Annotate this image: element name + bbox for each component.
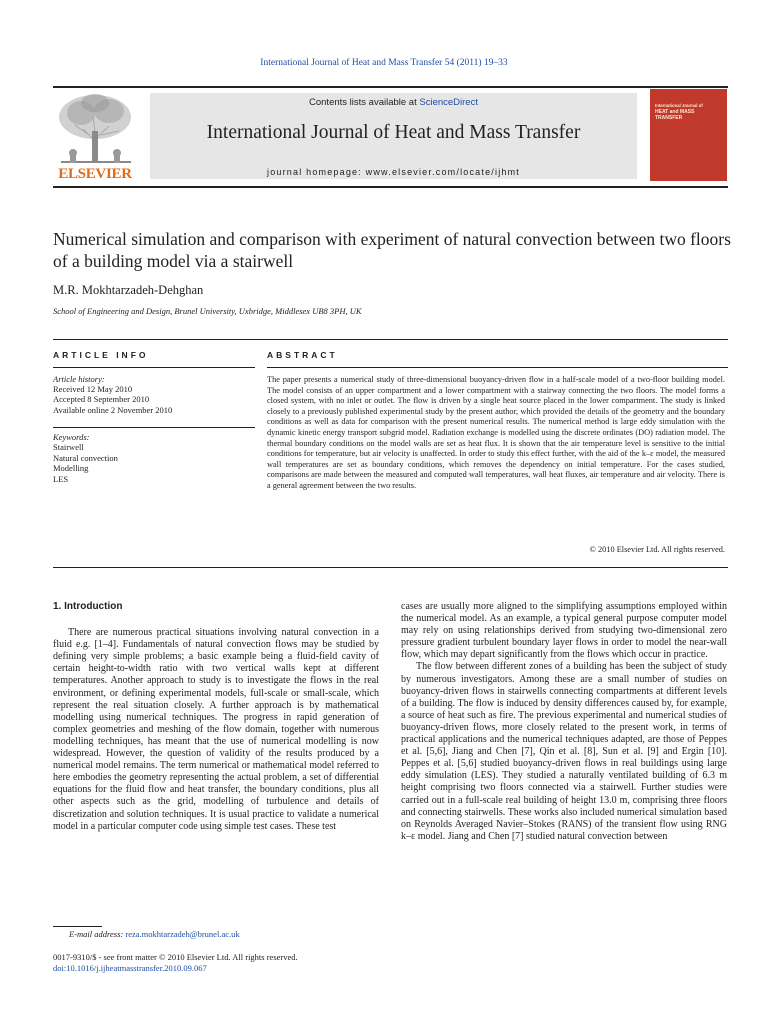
keyword-item: LES [53,473,69,484]
section-heading-introduction: 1. Introduction [53,601,123,612]
footnote-rule [53,926,102,927]
article-history [53,374,253,415]
contents-line [150,97,637,108]
body-paragraph: There are numerous practical situations involving natural convection in a fluid e.g. [1–4]. Fundamentals of natural convection flows may be studied by defining very simple problems; a basic example being a fluid-field cavity of certain height-to-width ratio with two vertical walls kept at different temperatures. Another approach to study is to investigate the flows in the real environment, or defining experimental models, full-scale or small-scale, which represent the real situation closely. A further approach is by mathematical modelling using numerical techniques. The progress in rapid generation of complex geometries and meshing of the flow domain, together with numerous modelling techniques, has meant that the use of numerical modelling is now widespread. However, the question of validity of the results produced by a numerical model remains. The term numerical or mathematical model referred to here embodies the geometry representing the actual problem, a set of differential equations for the fluid flow and heat transfer, the boundary conditions, plus all other aspects such as the grid, modelling of turbulence and details of discretization and solution techniques. It is usual practice to validate a numerical model in a particular computer code using simple test cases. These test [53,627,379,832]
keywords-rule [53,427,255,428]
abstract-bottom-rule [53,567,728,568]
history-label: Article history: [53,374,105,384]
received-date: Received 12 May 2010 [53,384,133,395]
article-title: Numerical simulation and comparison with experiment of natural convection between two floors of a building model via a stairwell [53,229,731,271]
contents-prefix: Contents lists available at [309,97,420,108]
journal-citation[interactable]: International Journal of Heat and Mass Transfer 54 (2011) 19–33 [260,58,508,68]
journal-cover-thumbnail [650,89,727,181]
keywords-label: Keywords: [53,432,90,442]
keyword-item: Modelling [53,463,89,474]
issn-line: 0017-9310/$ - see front matter © 2010 Elsevier Ltd. All rights reserved. [53,952,298,962]
email-label: E-mail address: [69,929,126,939]
doi-link[interactable]: doi:10.1016/j.ijheatmasstransfer.2010.09.067 [53,963,207,973]
journal-title: International Journal of Heat and Mass Transfer [206,122,581,143]
header-top-rule [53,86,728,88]
author-email-footnote [69,929,240,939]
elsevier-tree-logo-icon [53,91,138,181]
elsevier-wordmark: ELSEVIER [58,166,132,182]
article-info-heading: ARTICLE INFO [53,350,149,360]
keyword-item: Natural convection [53,452,118,463]
article-info-rule [53,367,255,368]
abstract-heading: ABSTRACT [267,350,338,360]
issn-doi-block [53,952,298,974]
journal-header [53,89,728,183]
homepage-prefix: journal homepage: [267,167,366,177]
online-date: Available online 2 November 2010 [53,404,173,415]
body-column-left [53,601,379,833]
abstract-rule [267,367,728,368]
article-author: M.R. Mokhtarzadeh-Dehghan [53,283,204,297]
abstract-copyright: © 2010 Elsevier Ltd. All rights reserved. [589,545,725,554]
keywords-block [53,432,253,484]
body-paragraph: The flow between different zones of a building has been the subject of study by numerous investigators. Among these are a small number of studies on buoyancy-driven flows in stairwells connecting compartments at different levels of a building. The flow is induced by density differences caused by, for example, a source of heat such as fire. The previous experimental and numerical studies of buoyancy-driven flows, more closely related to the present work, in terms of practical applications and the numerical techniques adapted, are those of Peppes et al. [5,6], Jiang and Chen [7], Qin et al. [8], Sun et al. [9] and Ergin [10]. Peppes et al. [5,6] studied buoyancy-driven flows in real buildings using large eddy simulation (LES). They studied a naturally ventilated building of 6.3 m height comprising two floors connected via a stairwell. Further studies were carried out in a full-scale real building of height 13.0 m, comprising three floors and connecting stairwells. These works also included numerical simulation based on Reynolds Averaged Navier–Stokes (RANS) of the transient flow using RNG k–ε model. Jiang and Chen [7] studied natural convection between [401,661,727,842]
body-paragraph: cases are usually more aligned to the simplifying assumptions employed within the numerical model. As an example, a typical general purpose computer model may rely on using relationships derived from studying two-dimensional zero pressure gradient turbulent boundary layer flows in order to model the near-wall flow, which may depart significantly from the flows which occur in practice. [401,601,727,661]
abstract-text: The paper presents a numerical study of three-dimensional buoyancy-driven flow in a half-scale model of a two-floor building model. The model consists of an upper compartment and a lower compartment with a stairway connecting the two floors. The model forms a closed system, with no inlet or outlet. The flow is driven by a single heat source placed in the lower compartment. The study is linked closely to a previously published experimental study by the present author, which provided the details of the geometry and the boundary conditions as well as data for comparison with the present numerical results. The numerical method is large eddy simulation with the dynamic kinetic energy transport subgrid model. Radiation exchange is modelled using the discrete ordinates (DO) radiation model. The thermal boundary conditions on the model walls are set as heat flux. It is shown that the air temperature level is sensitive to the initial conditions for temperature, but air velocity is unaffected. In order to study this effect further, with the aid of the k–ε model, the measured wall temperatures are set as boundary conditions, which removes the dependency on initial temperature. For the cases studied, comparisons are made between the measured and computed wall temperatures, wall heat fluxes, air temperature and air velocity. There is a general agreement between the two results. [267,375,725,490]
header-bottom-rule [53,186,728,188]
keyword-item: Stairwell [53,442,84,453]
sciencedirect-link[interactable]: ScienceDirect [419,97,478,108]
cover-small-text: International Journal of [655,103,703,108]
author-email-link[interactable]: reza.mokhtarzadeh@brunel.ac.uk [125,929,240,939]
accepted-date: Accepted 8 September 2010 [53,394,150,405]
homepage-link[interactable]: www.elsevier.com/locate/ijhmt [365,167,520,177]
author-affiliation: School of Engineering and Design, Brunel University, Uxbridge, Middlesex UB8 3PH, UK [53,306,362,316]
body-column-right [401,601,727,843]
cover-title-text: HEAT and MASS TRANSFER [655,108,695,121]
journal-homepage [150,167,637,177]
journal-banner [150,93,637,179]
article-info-top-rule [53,339,728,340]
